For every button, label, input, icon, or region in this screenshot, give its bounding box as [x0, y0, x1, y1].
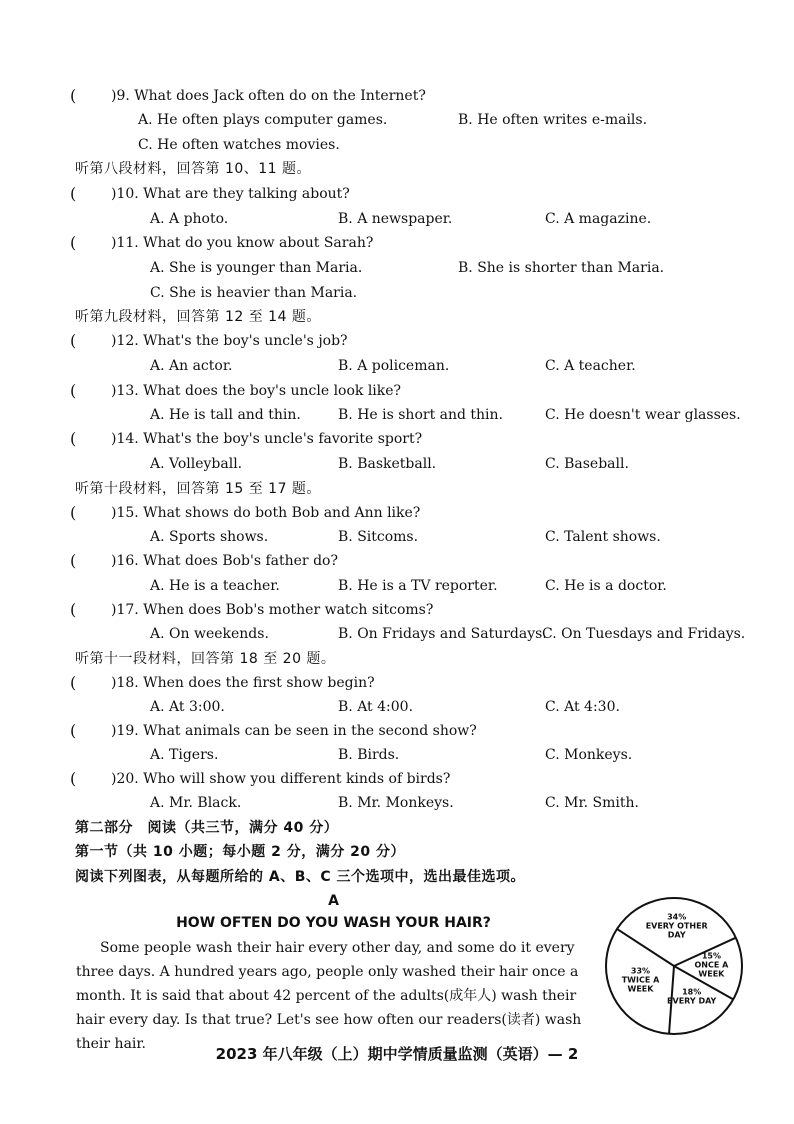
option-c: C. Monkeys.	[545, 747, 633, 763]
question-12	[0, 330, 794, 352]
passage-title: HOW OFTEN DO YOU WASH YOUR HAIR?	[176, 915, 491, 931]
question-16	[0, 550, 794, 572]
question-text: )12. What's the boy's uncle's job?	[111, 333, 348, 349]
option-a: A. An actor.	[150, 358, 233, 374]
answer-bracket[interactable]: (	[70, 86, 77, 105]
answer-bracket[interactable]: (	[70, 721, 77, 740]
pie-slice-category-label: DAY	[667, 930, 686, 940]
option-b: B. Mr. Monkeys.	[338, 795, 454, 811]
instruction-text: 阅读下列图表，从每题所给的 A、B、C 三个选项中，选出最佳选项。	[75, 869, 526, 885]
option-c: C. A teacher.	[545, 358, 636, 374]
answer-bracket[interactable]: (	[70, 551, 77, 570]
option-a: A. He often plays computer games.	[138, 112, 388, 128]
pie-slice-category-label: EVERY DAY	[667, 996, 717, 1006]
answer-bracket[interactable]: (	[70, 503, 77, 522]
pie-slice-category-label: TWICE A	[621, 975, 660, 985]
question-text: )17. When does Bob's mother watch sitcoms?	[111, 602, 434, 618]
pie-slice-percent-label: 15%	[701, 951, 721, 961]
option-c: C. At 4:30.	[545, 699, 620, 715]
question-17	[0, 599, 794, 621]
question-16-options	[0, 575, 794, 597]
question-14	[0, 428, 794, 450]
pie-slice-percent-label: 34%	[667, 912, 687, 922]
pie-slice-category-label: WEEK	[627, 984, 654, 994]
answer-bracket[interactable]: (	[70, 233, 77, 252]
question-19-options	[0, 744, 794, 766]
section-heading-10	[0, 478, 794, 500]
option-a: A. He is tall and thin.	[150, 407, 301, 423]
option-a: A. At 3:00.	[150, 699, 225, 715]
option-c: C. She is heavier than Maria.	[150, 285, 358, 301]
option-c: C. He often watches movies.	[138, 137, 340, 153]
passage-letter-row	[76, 890, 591, 912]
question-11-option-c	[0, 282, 794, 304]
option-c: C. Mr. Smith.	[545, 795, 639, 811]
question-10	[0, 183, 794, 205]
option-a: A. Mr. Black.	[150, 795, 242, 811]
answer-bracket[interactable]: (	[70, 381, 77, 400]
answer-bracket[interactable]: (	[70, 600, 77, 619]
question-9-option-c	[0, 134, 794, 156]
option-b: B. She is shorter than Maria.	[458, 260, 665, 276]
question-9-options-ab	[0, 109, 794, 131]
section-instruction: 听第八段材料，回答第 10、11 题。	[75, 161, 312, 177]
part-2-title	[0, 817, 794, 839]
answer-bracket[interactable]: (	[70, 184, 77, 203]
pie-slice-category-label: ONCE A	[694, 960, 729, 970]
option-a: A. Sports shows.	[150, 529, 269, 545]
option-a: A. On weekends.	[150, 626, 269, 642]
question-10-options	[0, 208, 794, 230]
part-2-section-1	[0, 841, 794, 863]
question-15	[0, 502, 794, 524]
answer-bracket[interactable]: (	[70, 673, 77, 692]
option-a: A. She is younger than Maria.	[150, 260, 363, 276]
question-text: )9. What does Jack often do on the Internet?	[111, 88, 426, 104]
option-c: C. He is a doctor.	[545, 578, 667, 594]
option-b: B. A policeman.	[338, 358, 450, 374]
pie-slice-percent-label: 33%	[630, 966, 651, 976]
option-a: A. He is a teacher.	[150, 578, 280, 594]
page-footer: 2023 年八年级（上）期中学情质量监测（英语）— 2	[215, 1045, 579, 1063]
question-11-options-ab	[0, 257, 794, 279]
section-heading-11	[0, 648, 794, 670]
passage-body: Some people wash their hair every other day, and some do it every three days. A hundred years ago, people only washed their hair once a month. It is said that about 42 percent of the adults(成年人) wash their hair every day. Is that true? Let's see how often our readers(读者) wash their hair.	[76, 940, 582, 1052]
answer-bracket[interactable]: (	[70, 331, 77, 350]
section-heading: 第一节（共 10 小题；每小题 2 分，满分 20 分）	[75, 844, 405, 860]
question-text: )13. What does the boy's uncle look like?	[111, 383, 402, 399]
question-text: )18. When does the first show begin?	[111, 675, 375, 691]
question-20-options	[0, 792, 794, 814]
question-text: )16. What does Bob's father do?	[111, 553, 338, 569]
option-a: A. Volleyball.	[150, 456, 243, 472]
option-a: A. Tigers.	[150, 747, 219, 763]
option-c: C. Talent shows.	[545, 529, 661, 545]
option-b: B. At 4:00.	[338, 699, 414, 715]
part-2-instruction	[0, 866, 794, 888]
question-18	[0, 672, 794, 694]
option-a: A. A photo.	[150, 211, 229, 227]
option-c: C. Baseball.	[545, 456, 629, 472]
option-b: B. Sitcoms.	[338, 529, 419, 545]
question-text: )19. What animals can be seen in the second show?	[111, 723, 477, 739]
section-heading-8	[0, 158, 794, 180]
question-text: )10. What are they talking about?	[111, 186, 350, 202]
option-b: B. On Fridays and Saturdays.	[338, 626, 547, 642]
option-c: C. A magazine.	[545, 211, 652, 227]
answer-bracket[interactable]: (	[70, 769, 77, 788]
section-instruction: 听第十段材料，回答第 15 至 17 题。	[75, 481, 321, 497]
option-b: B. He is a TV reporter.	[338, 578, 498, 594]
question-13-options	[0, 404, 794, 426]
question-text: )20. Who will show you different kinds of birds?	[111, 771, 451, 787]
pie-slice-category-label: EVERY OTHER	[645, 921, 708, 931]
question-11	[0, 232, 794, 254]
question-9	[0, 85, 794, 107]
question-15-options	[0, 526, 794, 548]
question-20	[0, 768, 794, 790]
section-instruction: 听第九段材料，回答第 12 至 14 题。	[75, 309, 321, 325]
option-b: B. Basketball.	[338, 456, 437, 472]
question-text: )15. What shows do both Bob and Ann like?	[111, 505, 421, 521]
pie-slice-percent-label: 18%	[682, 987, 702, 997]
question-19	[0, 720, 794, 742]
question-18-options	[0, 696, 794, 718]
section-instruction: 听第十一段材料，回答第 18 至 20 题。	[75, 651, 336, 667]
passage-letter: A	[328, 893, 339, 909]
option-b: B. A newspaper.	[338, 211, 453, 227]
question-13	[0, 380, 794, 402]
pie-slice-category-label: WEEK	[698, 969, 725, 979]
pie-svg	[599, 891, 749, 1041]
passage-title-row	[76, 912, 591, 934]
question-14-options	[0, 453, 794, 475]
question-text: )11. What do you know about Sarah?	[111, 235, 374, 251]
question-text: )14. What's the boy's uncle's favorite sport?	[111, 431, 423, 447]
option-c: C. On Tuesdays and Fridays.	[542, 626, 746, 642]
option-b: B. He is short and thin.	[338, 407, 504, 423]
option-b: B. He often writes e-mails.	[458, 112, 648, 128]
option-b: B. Birds.	[338, 747, 400, 763]
section-heading-9	[0, 306, 794, 328]
option-c: C. He doesn't wear glasses.	[545, 407, 741, 423]
hair-washing-pie-chart	[599, 891, 749, 1041]
part-heading: 第二部分 阅读（共三节，满分 40 分）	[75, 820, 339, 836]
answer-bracket[interactable]: (	[70, 429, 77, 448]
question-17-options	[0, 623, 794, 645]
question-12-options	[0, 355, 794, 377]
